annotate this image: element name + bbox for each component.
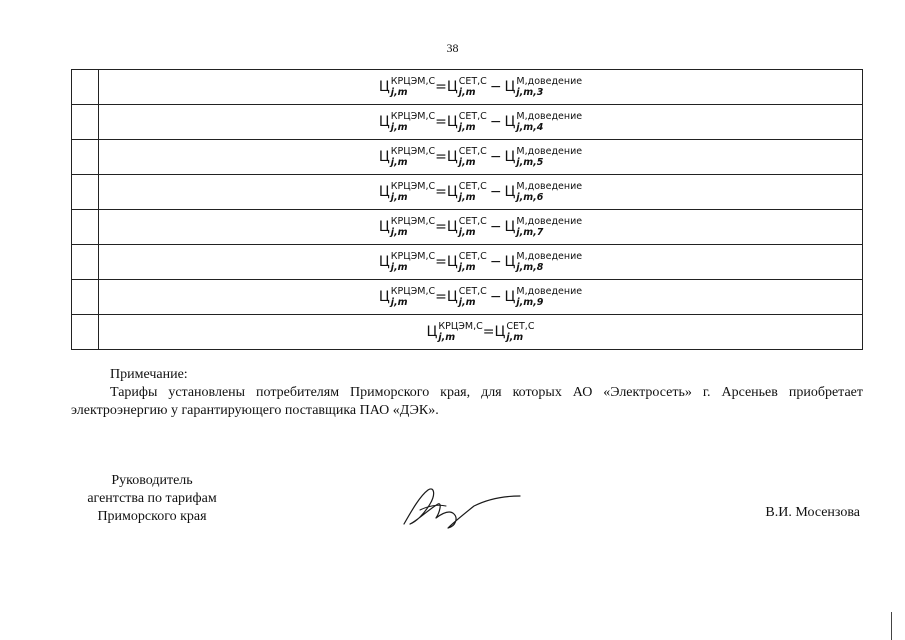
page-number: 38 — [446, 41, 459, 55]
formula-cell — [99, 210, 863, 245]
table-row — [72, 175, 863, 210]
row-number-cell — [72, 140, 99, 175]
formula-cell — [99, 280, 863, 315]
signer-position — [72, 472, 232, 526]
lhs-symbol: Ц КРЦЭМ,С j,m — [378, 216, 436, 238]
table-row — [72, 140, 863, 175]
lhs-symbol: Ц КРЦЭМ,С j,m — [426, 321, 483, 343]
formula — [379, 251, 582, 273]
formula-table — [71, 69, 863, 350]
lhs-symbol: Ц КРЦЭМ,С j,m — [378, 111, 436, 133]
rhs-symbol: Ц СЕТ,С j,m — [446, 181, 487, 203]
minus-sign: − — [489, 184, 502, 200]
signer-name: В.И. Мосензова — [765, 505, 860, 520]
row-number-cell — [72, 315, 99, 350]
table-row — [72, 315, 863, 350]
table-row — [72, 70, 863, 105]
rhs-symbol: Ц СЕТ,С j,m — [494, 321, 535, 343]
formula — [379, 181, 582, 203]
equals-sign: = — [435, 254, 447, 270]
signer-position-line: агентства по тарифам — [87, 491, 217, 506]
row-number-cell — [72, 280, 99, 315]
formula-cell — [99, 105, 863, 140]
formula-cell — [99, 245, 863, 280]
term-symbol: Ц М,доведение j,m,9 — [504, 286, 583, 308]
row-number-cell — [72, 245, 99, 280]
minus-sign: − — [489, 79, 502, 95]
rhs-symbol: Ц СЕТ,С j,m — [446, 76, 487, 98]
scan-edge-mark — [891, 612, 892, 640]
formula — [379, 286, 582, 308]
lhs-symbol: Ц КРЦЭМ,С j,m — [378, 181, 436, 203]
minus-sign: − — [489, 254, 502, 270]
equals-sign: = — [435, 184, 447, 200]
formula — [379, 111, 582, 133]
note-text: Тарифы установлены потребителям Приморского края, для которых АО «Электросеть» г. Арсеньев приобретает электроэнергию у гарантирующего поставщика ПАО «ДЭК». — [71, 385, 863, 418]
minus-sign: − — [489, 219, 502, 235]
equals-sign: = — [482, 324, 495, 340]
row-number-cell — [72, 105, 99, 140]
formula — [379, 146, 582, 168]
formula-cell — [99, 140, 863, 175]
equals-sign: = — [435, 114, 447, 130]
rhs-symbol: Ц СЕТ,С j,m — [446, 286, 487, 308]
formula — [379, 216, 582, 238]
term-symbol: Ц М,доведение j,m,3 — [504, 76, 583, 98]
rhs-symbol: Ц СЕТ,С j,m — [446, 251, 487, 273]
equals-sign: = — [435, 79, 447, 95]
formula-cell — [99, 315, 863, 350]
note-title: Примечание: — [110, 367, 188, 382]
formula — [427, 321, 535, 343]
row-number-cell — [72, 70, 99, 105]
minus-sign: − — [489, 289, 502, 305]
lhs-symbol: Ц КРЦЭМ,С j,m — [378, 251, 436, 273]
lhs-symbol: Ц КРЦЭМ,С j,m — [378, 76, 436, 98]
rhs-symbol: Ц СЕТ,С j,m — [446, 111, 487, 133]
minus-sign: − — [489, 149, 502, 165]
signer-position-line: Руководитель — [111, 473, 193, 488]
formula-cell — [99, 70, 863, 105]
table-row — [72, 105, 863, 140]
formula-cell — [99, 175, 863, 210]
row-number-cell — [72, 210, 99, 245]
term-symbol: Ц М,доведение j,m,5 — [504, 146, 583, 168]
equals-sign: = — [435, 289, 447, 305]
row-number-cell — [72, 175, 99, 210]
term-symbol: Ц М,доведение j,m,4 — [504, 111, 583, 133]
lhs-symbol: Ц КРЦЭМ,С j,m — [378, 286, 436, 308]
handwritten-signature — [398, 480, 523, 532]
equals-sign: = — [435, 219, 447, 235]
signer-position-line: Приморского края — [97, 509, 207, 524]
table-row — [72, 245, 863, 280]
rhs-symbol: Ц СЕТ,С j,m — [446, 146, 487, 168]
table-row — [72, 210, 863, 245]
rhs-symbol: Ц СЕТ,С j,m — [446, 216, 487, 238]
term-symbol: Ц М,доведение j,m,8 — [504, 251, 583, 273]
formula — [379, 76, 582, 98]
table-row — [72, 280, 863, 315]
minus-sign: − — [489, 114, 502, 130]
lhs-symbol: Ц КРЦЭМ,С j,m — [378, 146, 436, 168]
equals-sign: = — [435, 149, 447, 165]
term-symbol: Ц М,доведение j,m,6 — [504, 181, 583, 203]
term-symbol: Ц М,доведение j,m,7 — [504, 216, 583, 238]
